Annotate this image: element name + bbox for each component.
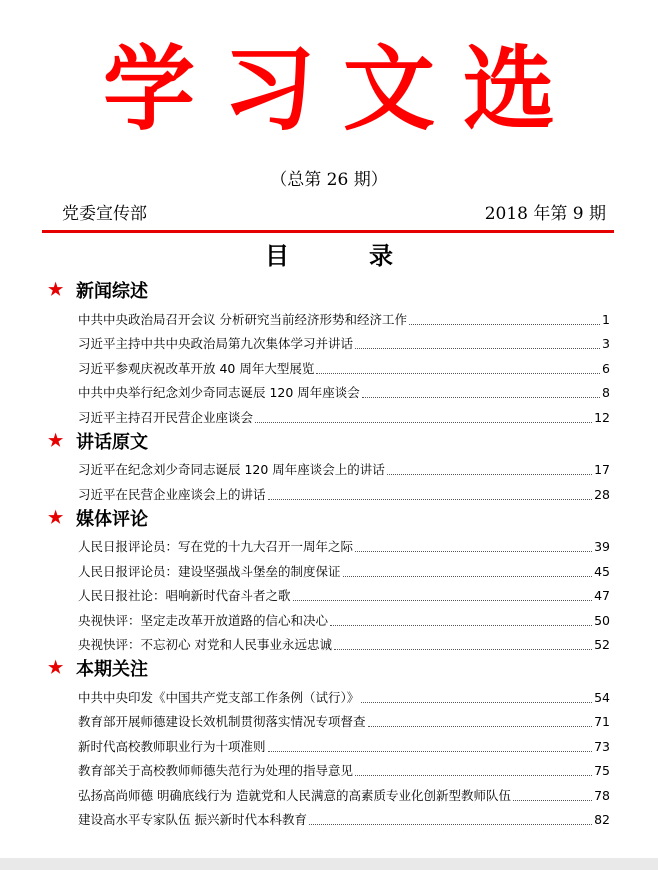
section-title: 新闻综述 <box>76 281 148 302</box>
entry-title: 建设高水平专家队伍 振兴新时代本科教育 <box>78 812 307 827</box>
section-title: 讲话原文 <box>76 431 148 453</box>
issue-total-number: （总第 26 期） <box>270 170 388 190</box>
toc-entry[interactable] <box>48 780 610 805</box>
entry-page: 28 <box>594 486 610 502</box>
dot-leader <box>387 474 592 475</box>
dot-leader <box>362 397 600 398</box>
entry-title: 央视快评：坚定走改革开放道路的信心和决心 <box>78 612 329 628</box>
entry-page: 3 <box>602 336 610 351</box>
toc-entry[interactable] <box>48 581 610 606</box>
toc-entry[interactable] <box>48 682 610 707</box>
toc-section <box>48 427 610 455</box>
star-icon: ★ <box>48 507 64 528</box>
entry-title: 中共中央印发《中国共产党支部工作条例（试行）》 <box>78 689 360 705</box>
toc-entry[interactable] <box>48 455 610 480</box>
page-bottom-strip <box>0 858 658 870</box>
entry-page: 82 <box>594 812 610 827</box>
toc-section <box>48 504 610 532</box>
entry-title: 人民日报评论员：建设坚强战斗堡垒的制度保证 <box>78 563 341 579</box>
entry-title: 新时代高校教师职业行为十项准则 <box>78 738 266 754</box>
entry-page: 54 <box>594 689 610 705</box>
entry-page: 45 <box>594 563 610 579</box>
dot-leader <box>330 625 592 626</box>
entry-title: 习近平主持召开民营企业座谈会 <box>78 409 254 425</box>
entry-page: 47 <box>594 588 610 603</box>
star-icon: ★ <box>48 658 64 678</box>
toc-entry[interactable] <box>48 756 610 781</box>
dot-leader <box>409 324 600 325</box>
toc-entry[interactable] <box>48 707 610 732</box>
entry-page: 71 <box>594 714 610 729</box>
star-icon: ★ <box>48 430 64 451</box>
toc-entry[interactable] <box>48 532 610 557</box>
toc-entry[interactable] <box>48 630 610 655</box>
toc-title: 目 录 <box>265 242 421 270</box>
star-icon: ★ <box>48 280 64 300</box>
dot-leader <box>361 702 592 703</box>
entry-title: 弘扬高尚师德 明确底线行为 造就党和人民满意的高素质专业化创新型教师队伍 <box>78 787 511 803</box>
toc-entry[interactable] <box>48 402 610 427</box>
entry-title: 习近平在纪念刘少奇同志诞辰 120 周年座谈会上的讲话 <box>78 462 385 477</box>
dot-leader <box>268 499 593 500</box>
toc-entry[interactable] <box>48 605 610 630</box>
department-name: 党委宣传部 <box>62 204 147 224</box>
toc-entry[interactable] <box>48 556 610 581</box>
dot-leader <box>343 576 593 577</box>
dot-leader <box>368 726 593 727</box>
entry-page: 73 <box>594 738 610 754</box>
entry-page: 6 <box>602 360 610 376</box>
entry-page: 75 <box>594 763 610 778</box>
entry-page: 39 <box>594 539 610 554</box>
toc-entry[interactable] <box>48 378 610 403</box>
entry-page: 1 <box>602 311 610 327</box>
issue-number: 2018 年第 9 期 <box>484 204 606 224</box>
entry-title: 习近平参观庆祝改革开放 40 周年大型展览 <box>78 360 315 376</box>
entry-title: 央视快评：不忘初心 对党和人民事业永远忠诚 <box>78 637 332 652</box>
entry-title: 教育部关于高校教师师德失范行为处理的指导意见 <box>78 763 354 778</box>
entry-page: 78 <box>594 787 610 803</box>
entry-page: 50 <box>594 612 610 628</box>
entry-title: 习近平在民营企业座谈会上的讲话 <box>78 486 266 502</box>
entry-page: 52 <box>594 637 610 652</box>
dot-leader <box>334 649 592 650</box>
toc-entry[interactable] <box>48 479 610 504</box>
dot-leader <box>293 600 593 601</box>
entry-title: 中共中央政治局召开会议 分析研究当前经济形势和经济工作 <box>78 311 407 327</box>
dot-leader <box>268 751 593 752</box>
entry-title: 人民日报社论：唱响新时代奋斗者之歌 <box>78 588 291 603</box>
dot-leader <box>355 551 592 552</box>
dot-leader <box>355 775 592 776</box>
entry-title: 人民日报评论员：写在党的十九大召开一周年之际 <box>78 539 354 554</box>
toc-entry[interactable] <box>48 353 610 378</box>
entry-title: 习近平主持中共中央政治局第九次集体学习并讲话 <box>78 336 354 351</box>
dot-leader <box>355 348 600 349</box>
toc-entry[interactable] <box>48 731 610 756</box>
section-title: 媒体评论 <box>76 508 148 530</box>
table-of-contents <box>48 276 610 829</box>
entry-page: 12 <box>594 409 610 425</box>
dot-leader <box>255 422 592 423</box>
dot-leader <box>513 800 592 801</box>
toc-section <box>48 276 610 304</box>
entry-page: 8 <box>602 385 610 400</box>
dot-leader <box>309 824 592 825</box>
masthead-title: 学习文选 <box>102 35 583 143</box>
toc-entry[interactable] <box>48 329 610 354</box>
toc-section <box>48 654 610 682</box>
entry-title: 中共中央举行纪念刘少奇同志诞辰 120 周年座谈会 <box>78 385 360 400</box>
entry-title: 教育部开展师德建设长效机制贯彻落实情况专项督查 <box>78 714 366 729</box>
section-title: 本期关注 <box>76 659 148 680</box>
header-divider <box>42 230 614 233</box>
toc-entry[interactable] <box>48 304 610 329</box>
dot-leader <box>316 373 600 374</box>
toc-entry[interactable] <box>48 805 610 830</box>
entry-page: 17 <box>594 462 610 477</box>
